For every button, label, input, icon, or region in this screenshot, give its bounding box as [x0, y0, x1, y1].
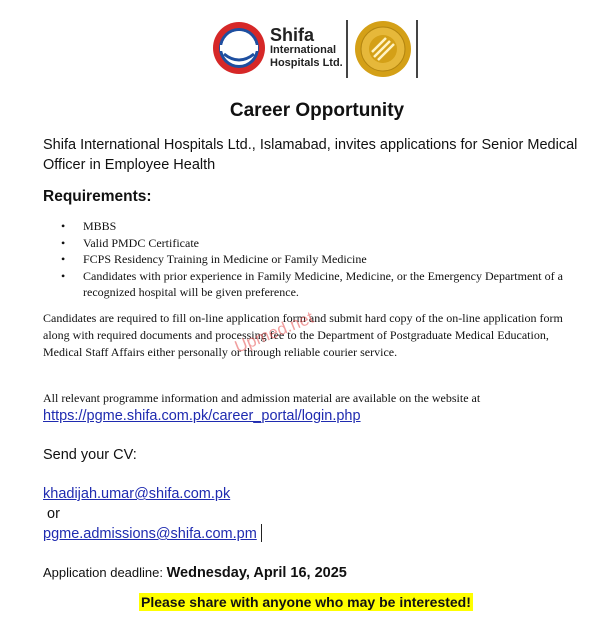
- watermark: Upmed.net: [232, 307, 317, 357]
- requirements-heading: Requirements:: [43, 188, 152, 205]
- share-banner: Please share with anyone who may be interested!: [141, 594, 471, 610]
- header-logos: [207, 18, 427, 80]
- logo-divider-right: [416, 20, 418, 78]
- requirements-list: [43, 218, 563, 301]
- instructions-paragraph: Candidates are required to fill on-line application form and submit hard copy of the on-line application form along with required documents and processing fee to the Department of Postgraduate Medical Education, Medical Staff Affairs either personally or through reliable courier service.: [43, 311, 563, 359]
- list-item: • Valid PMDC Certificate: [43, 235, 563, 252]
- application-deadline: [43, 565, 347, 581]
- shifa-logo-icon: [212, 21, 266, 75]
- list-item: • MBBS: [43, 218, 563, 235]
- list-item: • FCPS Residency Training in Medicine or Family Medicine: [43, 251, 563, 268]
- logo-line3: Hospitals Ltd.: [270, 57, 343, 69]
- logo-line1: Shifa: [270, 25, 315, 45]
- logo-wordmark: [270, 26, 343, 70]
- text-cursor: [261, 524, 262, 542]
- accreditation-seal-icon: [354, 20, 412, 78]
- logo-line2: International: [270, 44, 337, 56]
- email-link-secondary[interactable]: pgme.admissions@shifa.com.pm: [43, 526, 257, 542]
- intro-text: Shifa International Hospitals Ltd., Islamabad, invites applications for Senior Medical Officer in Employee Health: [43, 137, 578, 173]
- career-portal-link[interactable]: https://pgme.shifa.com.pk/career_portal/login.php: [43, 408, 361, 424]
- deadline-value: Wednesday, April 16, 2025: [166, 565, 347, 581]
- logo-divider-left: [346, 20, 348, 78]
- email-link-primary[interactable]: khadijah.umar@shifa.com.pk: [43, 486, 231, 502]
- or-label: or: [47, 506, 60, 522]
- page-title: Career Opportunity: [229, 100, 405, 121]
- list-item: • Candidates with prior experience in Family Medicine, Medicine, or the Emergency Department of a recognized hospital will be given preference.: [43, 268, 563, 301]
- info-paragraph: All relevant programme information and admission material are available on the website at: [43, 391, 481, 405]
- deadline-label: Application deadline:: [43, 565, 167, 580]
- send-cv-label: Send your CV:: [43, 447, 137, 463]
